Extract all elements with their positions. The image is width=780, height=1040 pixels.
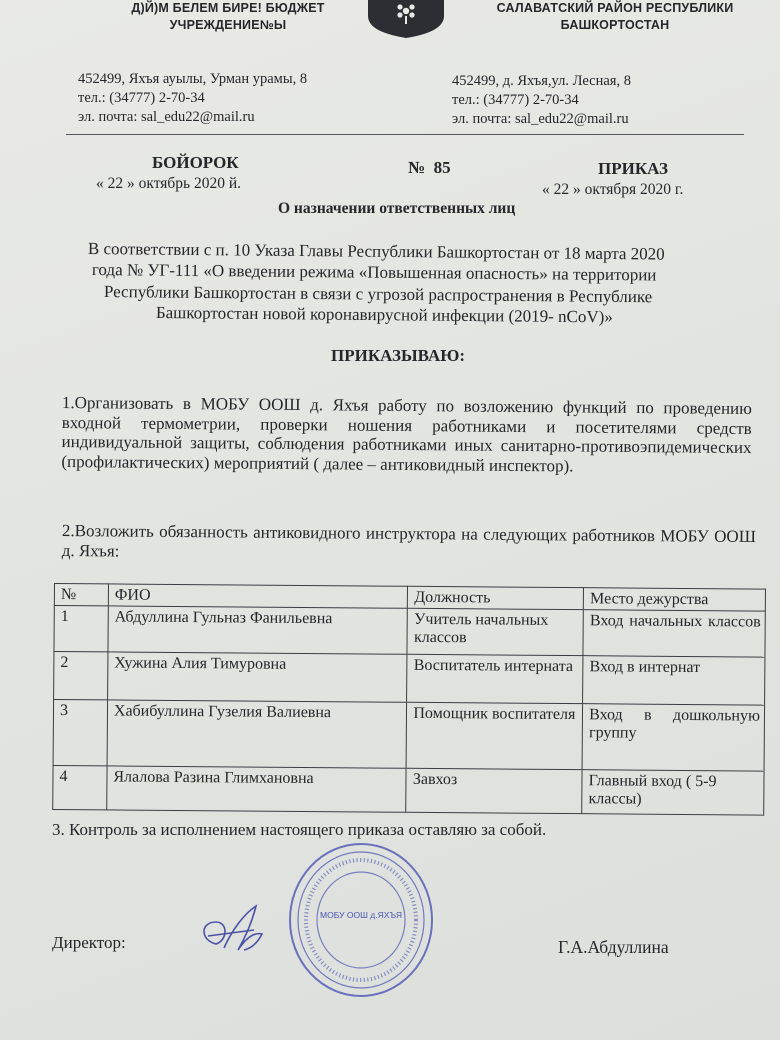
- table-row: [53, 765, 764, 815]
- cell-number: 1: [54, 606, 108, 652]
- table-row: [53, 700, 764, 772]
- header-left-org-line2: УЧРЕЖДЕНИЕ№Ы: [169, 18, 287, 32]
- left-address-line: 452499, Яхъя ауылы, Урман урамы, 8: [78, 71, 308, 87]
- header-right-org: [470, 0, 760, 34]
- preamble-line-4: Башкортостан новой коронавирусной инфекции (2019- nCoV)»: [155, 303, 613, 327]
- order-number: [408, 158, 451, 178]
- preamble-line-1: В соответствии с п. 10 Указа Главы Республики Башкортостан от 18 марта 2020: [87, 239, 665, 264]
- date-russian: « 22 » октября 2020 г.: [542, 181, 684, 198]
- cell-place: Вход в дошкольную группу: [582, 704, 764, 771]
- cell-place: Вход начальных классов: [583, 610, 765, 657]
- cell-name: Ялалова Разина Глимхановна: [107, 766, 407, 812]
- right-address-phone: тел.: (34777) 2-70-34: [452, 92, 579, 108]
- col-position-header: Должность: [408, 586, 584, 609]
- header-left-org-line1: Д)Й)М БЕЛЕМ БИРЕ! БЮДЖЕТ: [131, 1, 325, 15]
- cell-place: Вход в интернат: [583, 656, 765, 705]
- right-address-email: эл. почта: sal_edu22@mail.ru: [452, 111, 629, 127]
- item-2: 2.Возложить обязанность антиковидного инструктора на следующих работников МОБУ ООШ д. Яхъя:: [61, 521, 756, 561]
- official-seal: [286, 838, 436, 998]
- cell-number: 2: [54, 652, 108, 700]
- table-row: [54, 652, 765, 706]
- cell-position: Учитель начальных классов: [407, 608, 583, 655]
- cell-name: Хужина Алия Тимуровна: [108, 652, 408, 702]
- preamble-line-2: года № УГ-111 «О введении режима «Повышенная опасность» на территории: [91, 260, 657, 285]
- date-bashkir: « 22 » октябрь 2020 й.: [96, 175, 242, 192]
- order-subject: О назначении ответственных лиц: [278, 200, 516, 217]
- cell-number: 4: [53, 765, 107, 809]
- number-value: 85: [433, 158, 451, 177]
- header-right-org-line1: САЛАВАТСКИЙ РАЙОН РЕСПУБЛИКИ: [496, 1, 734, 15]
- number-sign: №: [408, 158, 426, 177]
- right-address: [452, 72, 631, 129]
- header-right-org-line2: БАШКОРТОСТАН: [560, 18, 670, 32]
- left-address-email: эл. почта: sal_edu22@mail.ru: [78, 109, 255, 125]
- order-title-bashkir: БОЙОРОК: [152, 153, 239, 172]
- header-divider: [66, 134, 744, 135]
- left-address: [78, 70, 307, 127]
- left-address-phone: тел.: (34777) 2-70-34: [78, 90, 205, 106]
- item-1: 1.Организовать в МОБУ ООШ д. Яхъя работу по возложению функций по проведению входной термометрии, проверки ношения работниками и посетителями средств индивидуальной защиты, соблюдения работниками иных санитарно-противоэпидемических (профилактических) мероприятий ( далее – антиковидный инспектор).: [61, 393, 752, 475]
- order-word: ПРИКАЗЫВАЮ:: [331, 346, 466, 365]
- duty-table: [52, 583, 766, 816]
- signature-mark: [194, 900, 274, 960]
- order-title-russian: ПРИКАЗ: [598, 159, 668, 178]
- col-number-header: №: [54, 584, 108, 606]
- header-left-org: [108, 0, 348, 34]
- coat-of-arms-icon: [364, 0, 448, 38]
- table-row: [54, 606, 765, 658]
- cell-name: Абдуллина Гульназ Фанильевна: [108, 606, 408, 654]
- right-address-line: 452499, д. Яхъя,ул. Лесная, 8: [452, 73, 631, 89]
- col-place-header: Место дежурства: [584, 588, 766, 611]
- cell-place: Главный вход ( 5-9 классы): [582, 770, 764, 815]
- signature-name: Г.А.Абдуллина: [558, 937, 669, 957]
- cell-name: Хабибуллина Гузелия Валиевна: [107, 700, 407, 768]
- cell-position: Завхоз: [406, 768, 582, 813]
- preamble-line-3: Республики Башкортостан в связи с угрозой распространения в Республике: [103, 282, 653, 307]
- cell-position: Воспитатель интерната: [407, 654, 583, 703]
- item-3: 3. Контроль за исполнением настоящего приказа оставляю за собой.: [52, 820, 547, 839]
- cell-position: Помощник воспитателя: [406, 702, 582, 769]
- col-name-header: ФИО: [108, 584, 408, 608]
- seal-text: МОБУ ООШ д.ЯХЪЯ: [320, 910, 402, 920]
- signature-role: Директор:: [52, 933, 126, 952]
- cell-number: 3: [53, 700, 107, 766]
